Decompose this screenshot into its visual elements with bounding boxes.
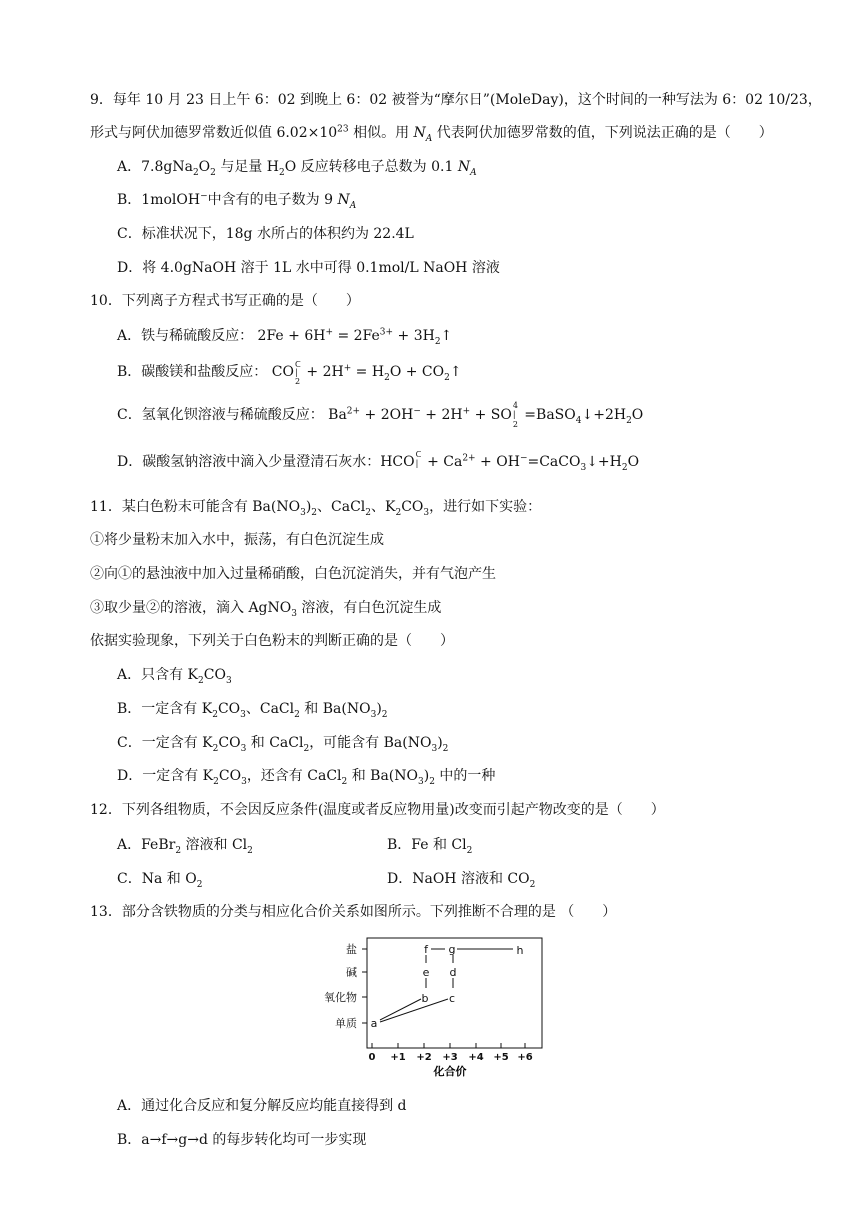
q11-question: 依据实验现象，下列关于白色粉末的判断正确的是（ ） [90,633,454,649]
q12-stem: 12．下列各组物质，不会因反应条件(温度或者反应物用量)改变而引起产物改变的是（ ） [90,802,665,818]
y-label-base: 碱 [346,966,357,979]
q11-option-b: B．一定含有 $K_2CO_3$、CaCl$_2$ 和 $Ba(NO_3)_2$ [117,701,388,720]
q11-step-2: ②向①的悬浊液中加入过量稀硝酸，白色沉淀消失，并有气泡产生 [90,566,496,582]
q9-stem-line1: 9．每年 10 月 23 日上午 6：02 到晚上 6：02 被誉为“摩尔日”(MoleDay)，这个时间的一种写法为 6：02 10/23， [90,92,822,108]
x-tick-3: +3 [442,1052,458,1063]
x-tick-2: +2 [416,1052,432,1063]
broken-charge-glyph: ᑕ | 2 [294,360,301,386]
point-e: e [422,966,430,979]
q9-option-c: C．标准状况下，18g 水所占的体积约为 22.4L [117,226,414,242]
point-f: f [424,943,428,956]
q10-option-b: B．碳酸镁和盐酸反应： CO ᑕ | 2 + $2H^+ = H_2O$ + $CO_2↑$ [117,360,462,386]
q13-option-a: A．通过化合反应和复分解反应均能直接得到 d [117,1098,407,1114]
q12-option-c: C．Na 和 $O_2$ [117,871,203,890]
q9-stem-line2: 形式与阿伏加德罗常数近似值 $6.02\times 10^{23}$ 相似。用 $N_A$ 代表阿伏加德罗常数的值，下列说法正确的是（ ） [90,124,773,144]
iron-valence-chart [305,930,555,1080]
q12-option-b: B．Fe 和 $Cl_2$ [387,837,473,856]
x-tick-1: +1 [390,1052,406,1063]
q9-option-d: D．将 4.0gNaOH 溶于 1L 水中可得 0.1mol/L NaOH 溶液 [117,260,500,276]
q10-stem: 10．下列离子方程式书写正确的是（ ） [90,293,360,309]
broken-charge-glyph: ᑕ | [415,450,422,468]
x-axis-title: 化合价 [433,1065,467,1078]
point-a: a [370,1017,378,1030]
q11-step-1: ①将少量粉末加入水中，振荡，有白色沉淀生成 [90,532,384,548]
q11-option-c: C．一定含有 $K_2CO_3$ 和 CaCl$_2$，可能含有 $Ba(NO_3)_2$ [117,735,449,754]
x-tick-6: +6 [517,1052,533,1063]
point-g: g [448,943,456,956]
q10-option-a: A．铁与稀硫酸反应： $2Fe + 6H^+ = 2Fe^{3+}$ + $3H_2↑$ [117,327,453,347]
y-label-element: 单质 [335,1017,357,1030]
broken-charge-glyph: 4 | 2 [512,401,518,429]
point-h: h [516,944,524,957]
q11-option-a: A．只含有 $K_2CO_3$ [117,667,232,686]
point-c: c [448,992,456,1005]
q12-option-a: A．FeBr$_2$ 溶液和 $Cl_2$ [117,837,253,856]
q10-option-d: D．碳酸氢钠溶液中滴入少量澄清石灰水：HCO ᑕ | + $Ca^{2+}$ + $OH^-=CaCO_3↓+H_2O$ [117,450,640,473]
y-label-salt: 盐 [346,943,357,956]
q11-step-3: ③取少量②的溶液，滴入 AgNO$_3$ 溶液，有白色沉淀生成 [90,600,442,619]
x-tick-0: 0 [368,1052,376,1063]
q10-option-c: C．氢氧化钡溶液与稀硫酸反应： $Ba^{2+} + 2OH^- + 2H^+$ + SO 4 | 2 $=BaSO_4↓+2H_2O$ [117,401,644,429]
q13-option-b: B．a→f→g→d 的每步转化均可一步实现 [117,1132,367,1148]
point-b: b [421,992,429,1005]
x-tick-4: +4 [468,1052,484,1063]
q13-stem: 13．部分含铁物质的分类与相应化合价关系如图所示。下列推断不合理的是 （ ） [90,904,617,920]
q11-option-d: D．一定含有 $K_2CO_3$，还含有 CaCl$_2$ 和 $Ba(NO_3)_2$ 中的一种 [117,768,496,787]
q9-option-a: A．$7.8gNa_2O_2$ 与足量 $H_2O$ 反应转移电子总数为 0.1 $N_A$ [117,159,477,178]
y-label-oxide: 氧化物 [324,991,357,1004]
x-tick-5: +5 [493,1052,509,1063]
q12-option-d: D．NaOH 溶液和 $CO_2$ [387,871,536,890]
q11-stem: 11．某白色粉末可能含有 $Ba(NO_3)_2$、CaCl$_2$、$K_2CO_3$，进行如下实验： [90,499,542,518]
q9-option-b: B．1molOH−中含有的电子数为 9 $N_A$ [117,191,357,211]
point-d: d [449,966,457,979]
